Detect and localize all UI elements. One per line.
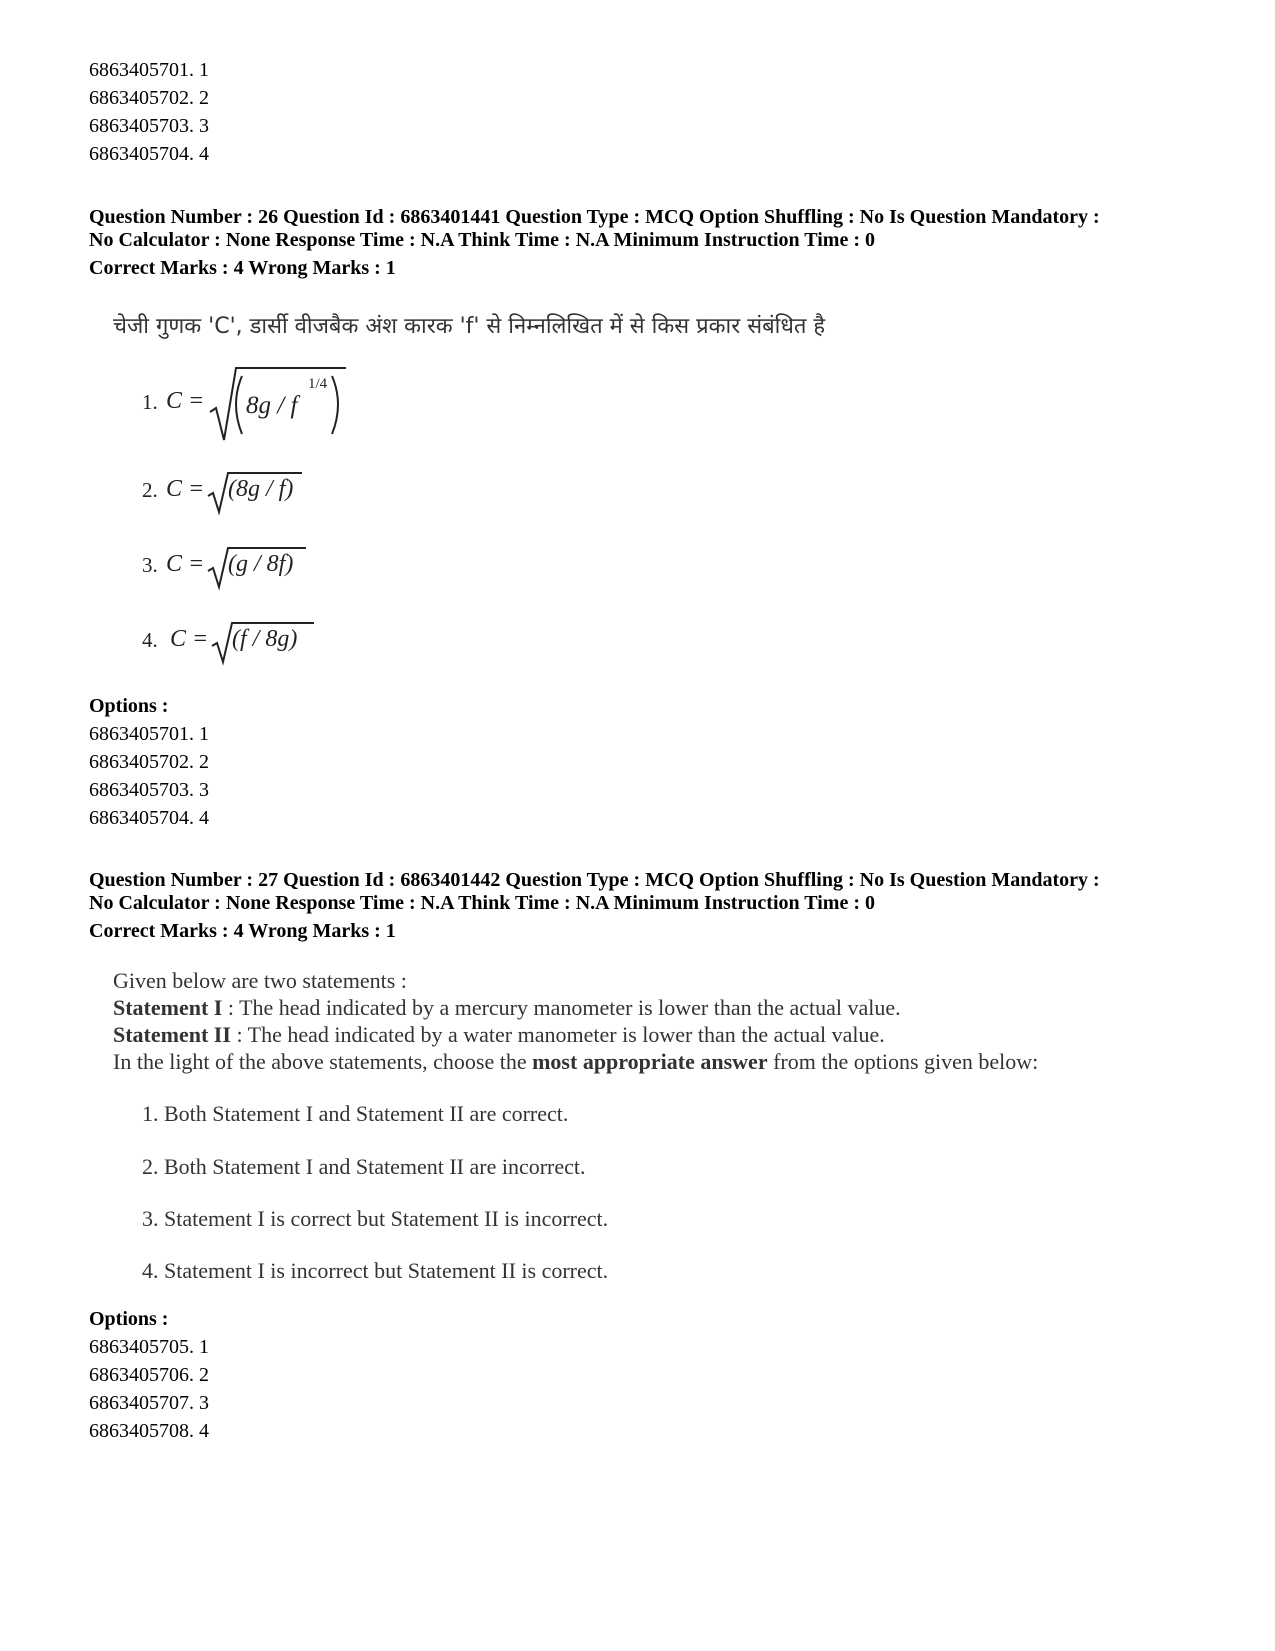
q26-marks: Correct Marks : 4 Wrong Marks : 1 [89,257,396,279]
choice-number: 1. [142,390,158,414]
option-line: 6863405701. 1 [89,723,209,745]
q26-meta-line2: No Calculator : None Response Time : N.A Think Time : N.A Minimum Instruction Time : 0 [89,229,875,251]
q27-options-label: Options : [89,1308,169,1330]
q27-statement-1 [113,995,901,1021]
choice-body: (8g / f) [228,476,294,502]
q26-meta-line1: Question Number : 26 Question Id : 6863401441 Question Type : MCQ Option Shuffling : No Is Question Mandatory : [89,206,1100,228]
option-line: 6863405703. 3 [89,115,209,137]
option-line: 6863405702. 2 [89,87,209,109]
prompt-pre: In the light of the above statements, choose the [113,1049,533,1074]
q27-marks: Correct Marks : 4 Wrong Marks : 1 [89,920,396,942]
choice-body: (f / 8g) [232,626,298,652]
q26-choice-2 [142,470,342,516]
statement-text: : The head indicated by a mercury manometer is lower than the actual value. [222,995,901,1020]
option-line: 6863405704. 4 [89,807,209,829]
option-line: 6863405706. 2 [89,1364,209,1386]
q27-choice-1: 1. Both Statement I and Statement II are correct. [142,1101,569,1126]
choice-lhs: C = [170,626,209,652]
prompt-bold: most appropriate answer [532,1049,768,1074]
option-line: 6863405703. 3 [89,779,209,801]
q26-choice-3 [142,545,342,591]
q27-prompt [113,1049,1038,1075]
q27-intro: Given below are two statements : [113,968,407,993]
option-line: 6863405704. 4 [89,143,209,165]
q27-choice-3: 3. Statement I is correct but Statement II is incorrect. [142,1206,609,1231]
choice-body: 8g / f [246,392,298,419]
choice-number: 3. [142,553,158,577]
statement-text: : The head indicated by a water manometer is lower than the actual value. [230,1022,885,1047]
choice-number: 2. [142,478,158,502]
statement-label: Statement II [113,1022,231,1047]
option-line: 6863405707. 3 [89,1392,209,1414]
q26-options-label: Options : [89,695,169,717]
choice-lhs: C = [166,388,205,414]
option-line: 6863405701. 1 [89,59,209,81]
prompt-post: from the options given below: [767,1049,1039,1074]
option-line: 6863405702. 2 [89,751,209,773]
q27-meta-line2: No Calculator : None Response Time : N.A Think Time : N.A Minimum Instruction Time : 0 [89,892,875,914]
q26-choice-4 [142,620,342,666]
q26-question-text: चेजी गुणक 'C', डार्सी वीजबैक अंश कारक 'f' से निम्नलिखित में से किस प्रकार संबंधित है [113,314,826,339]
q27-choice-4: 4. Statement I is incorrect but Statement II is correct. [142,1258,609,1283]
statement-label: Statement I [113,995,223,1020]
q26-choice-1 [142,364,362,444]
choice-body: (g / 8f) [228,551,294,577]
choice-exponent: 1/4 [308,376,328,392]
choice-lhs: C = [166,476,205,502]
option-line: 6863405705. 1 [89,1336,209,1358]
choice-lhs: C = [166,551,205,577]
q27-statement-2 [113,1022,885,1048]
option-line: 6863405708. 4 [89,1420,209,1442]
q27-choice-2: 2. Both Statement I and Statement II are incorrect. [142,1154,586,1179]
q27-meta-line1: Question Number : 27 Question Id : 6863401442 Question Type : MCQ Option Shuffling : No Is Question Mandatory : [89,869,1100,891]
choice-number: 4. [142,628,158,652]
